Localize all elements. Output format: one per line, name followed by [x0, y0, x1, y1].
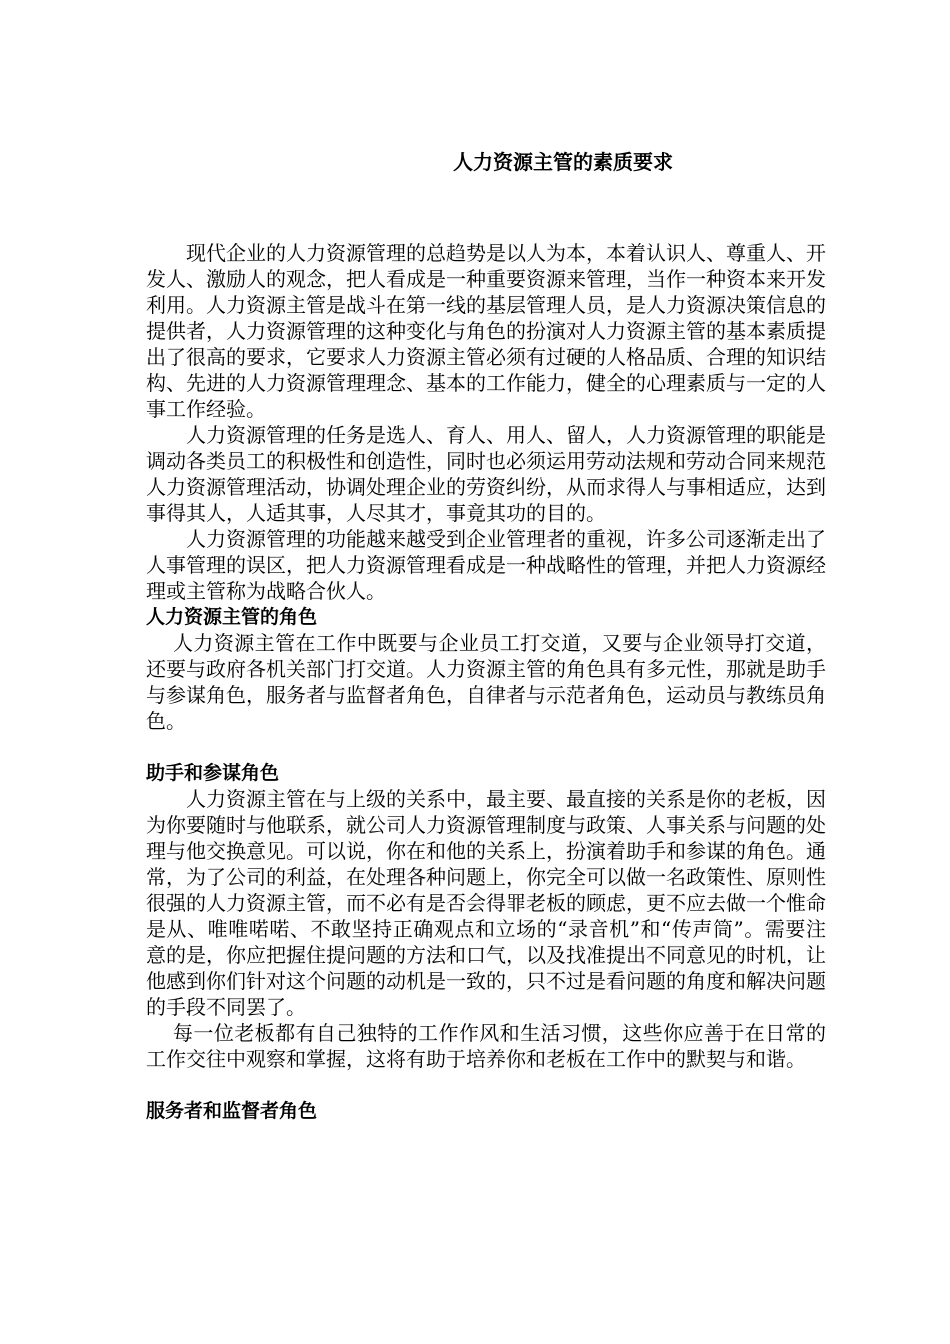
section-heading-roles: 人力资源主管的角色 [146, 606, 318, 628]
intro-paragraph-3: 人力资源管理的功能越来越受到企业管理者的重视，许多公司逐渐走出了人事管理的误区，把人力资源管理看成是一种战略性的管理，并把人力资源经理或主管称为战略合伙人。 [146, 527, 826, 603]
blank-line [146, 1072, 826, 1098]
intro-paragraph-1: 现代企业的人力资源管理的总趋势是以人为本，本着认识人、尊重人、开发人、激励人的观念，把人看成是一种重要资源来管理，当作一种资本来开发利用。人力资源主管是战斗在第一线的基层管理人员，是人力资源决策信息的提供者，人力资源管理的这种变化与角色的扮演对人力资源主管的基本素质提出了很高的要求，它要求人力资源主管必须有过硬的人格品质、合理的知识结构、先进的人力资源管理理念、基本的工作能力，健全的心理素质与一定的人事工作经验。 [146, 241, 826, 421]
assistant-paragraph-2: 每一位老板都有自己独特的工作作风和生活习惯，这些你应善于在日常的工作交往中观察和掌握，这将有助于培养你和老板在工作中的默契与和谐。 [146, 1021, 826, 1071]
section-heading-service: 服务者和监督者角色 [146, 1100, 318, 1122]
document-body [146, 240, 826, 1124]
assistant-paragraph-1: 人力资源主管在与上级的关系中，最主要、最直接的关系是你的老板，因为你要随时与他联系，就公司人力资源管理制度与政策、人事关系与问题的处理与他交换意见。可以说，你在和他的关系上，扮演着助手和参谋的角色。通常，为了公司的利益，在处理各种问题上，你完全可以做一名政策性、原则性很强的人力资源主管，而不必有是否会得罪老板的顾虑，更不应去做一个惟命是从、唯唯喏喏、不敢坚持正确观点和立场的“录音机”和“传声筒”。需要注意的是，你应把握住提问题的方法和口气，以及找准提出不同意见的时机，让他感到你们针对这个问题的动机是一致的，只不过是看问题的角度和解决问题的手段不同罢了。 [146, 787, 826, 1019]
section-heading-assistant: 助手和参谋角色 [146, 762, 280, 784]
roles-paragraph: 人力资源主管在工作中既要与企业员工打交道，又要与企业领导打交道，还要与政府各机关部门打交道。人力资源主管的角色具有多元性，那就是助手与参谋角色，服务者与监督者角色，自律者与示范者角色，运动员与教练员角色。 [146, 631, 826, 733]
blank-line [146, 734, 826, 760]
document-title: 人力资源主管的素质要求 [453, 150, 673, 174]
intro-paragraph-2: 人力资源管理的任务是选人、育人、用人、留人，人力资源管理的职能是调动各类员工的积极性和创造性，同时也必须运用劳动法规和劳动合同来规范人力资源管理活动，协调处理企业的劳资纠纷，从而求得人与事相适应，达到事得其人，人适其事，人尽其才，事竟其功的目的。 [146, 423, 826, 525]
